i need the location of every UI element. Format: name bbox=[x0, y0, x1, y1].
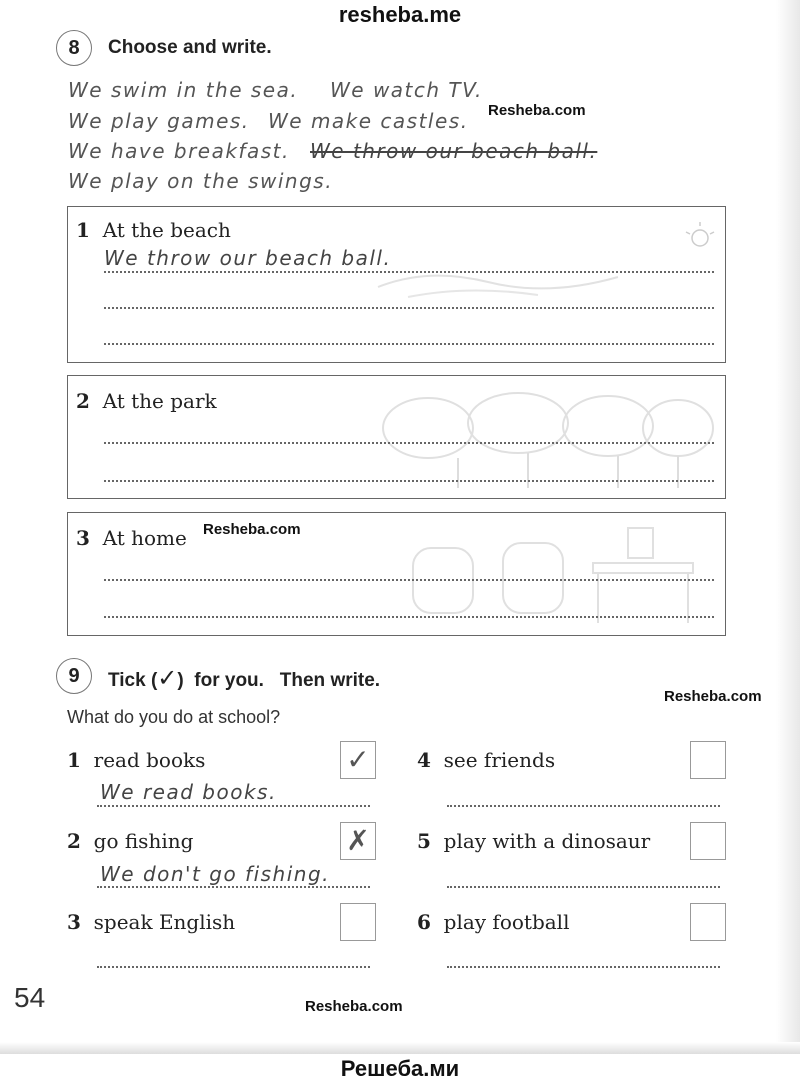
answer-line[interactable] bbox=[97, 966, 370, 968]
page-number: 54 bbox=[14, 982, 46, 1013]
exercise-8-number: 8 bbox=[56, 30, 92, 66]
tick-box-item-6[interactable] bbox=[690, 903, 726, 941]
tick-box-item-1[interactable]: ✓ bbox=[340, 741, 376, 779]
phrase-beach-ball-crossed: We throw our beach ball. bbox=[310, 139, 598, 163]
watermark-inline-2: Resheba.com bbox=[203, 521, 301, 538]
answer-line bbox=[104, 271, 714, 273]
box-beach-answer[interactable]: We throw our beach ball. bbox=[104, 246, 392, 270]
item-2-label: 2 go fishing bbox=[67, 829, 194, 853]
watermark-inline-1: Resheba.com bbox=[488, 102, 586, 119]
phrase-swim: We swim in the sea. bbox=[68, 78, 299, 102]
item-3-label: 3 speak English bbox=[67, 910, 236, 934]
watermark-inline-3: Resheba.com bbox=[664, 688, 762, 705]
answer-line[interactable] bbox=[447, 886, 720, 888]
beach-illustration bbox=[368, 247, 628, 307]
item-4-label: 4 see friends bbox=[417, 748, 556, 772]
item-1-label: 1 read books bbox=[67, 748, 206, 772]
tick-box-item-5[interactable] bbox=[690, 822, 726, 860]
item-1-answer[interactable]: We read books. bbox=[100, 780, 277, 804]
phrase-watch-tv: We watch TV. bbox=[330, 78, 483, 102]
watermark-bottom: Решеба.ми bbox=[340, 1056, 460, 1081]
answer-line[interactable] bbox=[104, 480, 714, 482]
box-beach-label: 1 At the beach bbox=[76, 218, 231, 242]
answer-line[interactable] bbox=[447, 966, 720, 968]
page-bottom-shadow bbox=[0, 1042, 800, 1054]
exercise-8-title: Choose and write. bbox=[108, 37, 272, 58]
exercise-9-number: 9 bbox=[56, 658, 92, 694]
exercise-9-question: What do you do at school? bbox=[67, 707, 281, 727]
answer-line[interactable] bbox=[104, 579, 714, 581]
item-2-answer[interactable]: We don't go fishing. bbox=[100, 862, 331, 886]
watermark-inline-4: Resheba.com bbox=[305, 998, 403, 1015]
phrase-breakfast: We have breakfast. bbox=[68, 139, 290, 163]
watermark-top: resheba.me bbox=[338, 2, 462, 27]
tick-box-item-4[interactable] bbox=[690, 741, 726, 779]
item-5-label: 5 play with a dinosaur bbox=[417, 829, 651, 853]
exercise-9-title: Tick (✓) for you. Then write. bbox=[108, 664, 381, 692]
tick-box-item-3[interactable] bbox=[340, 903, 376, 941]
home-furniture-illustration bbox=[403, 523, 723, 628]
answer-line[interactable] bbox=[104, 616, 714, 618]
answer-line[interactable] bbox=[104, 442, 714, 444]
tick-box-item-2[interactable]: ✗ bbox=[340, 822, 376, 860]
answer-line[interactable] bbox=[447, 805, 720, 807]
answer-line bbox=[104, 343, 714, 345]
box-home-label: 3 At home bbox=[76, 526, 187, 550]
answer-line bbox=[97, 886, 370, 888]
box-park-label: 2 At the park bbox=[76, 389, 217, 413]
page-edge-shadow bbox=[776, 0, 800, 1050]
phrase-play-games: We play games. bbox=[68, 109, 250, 133]
answer-line bbox=[104, 307, 714, 309]
phrase-make-castles: We make castles. bbox=[268, 109, 469, 133]
phrase-swings: We play on the swings. bbox=[68, 169, 334, 193]
park-trees-illustration bbox=[378, 388, 718, 493]
answer-line bbox=[97, 805, 370, 807]
tick-icon: ✓ bbox=[157, 664, 178, 692]
sun-icon bbox=[668, 212, 723, 257]
item-6-label: 6 play football bbox=[417, 910, 570, 934]
